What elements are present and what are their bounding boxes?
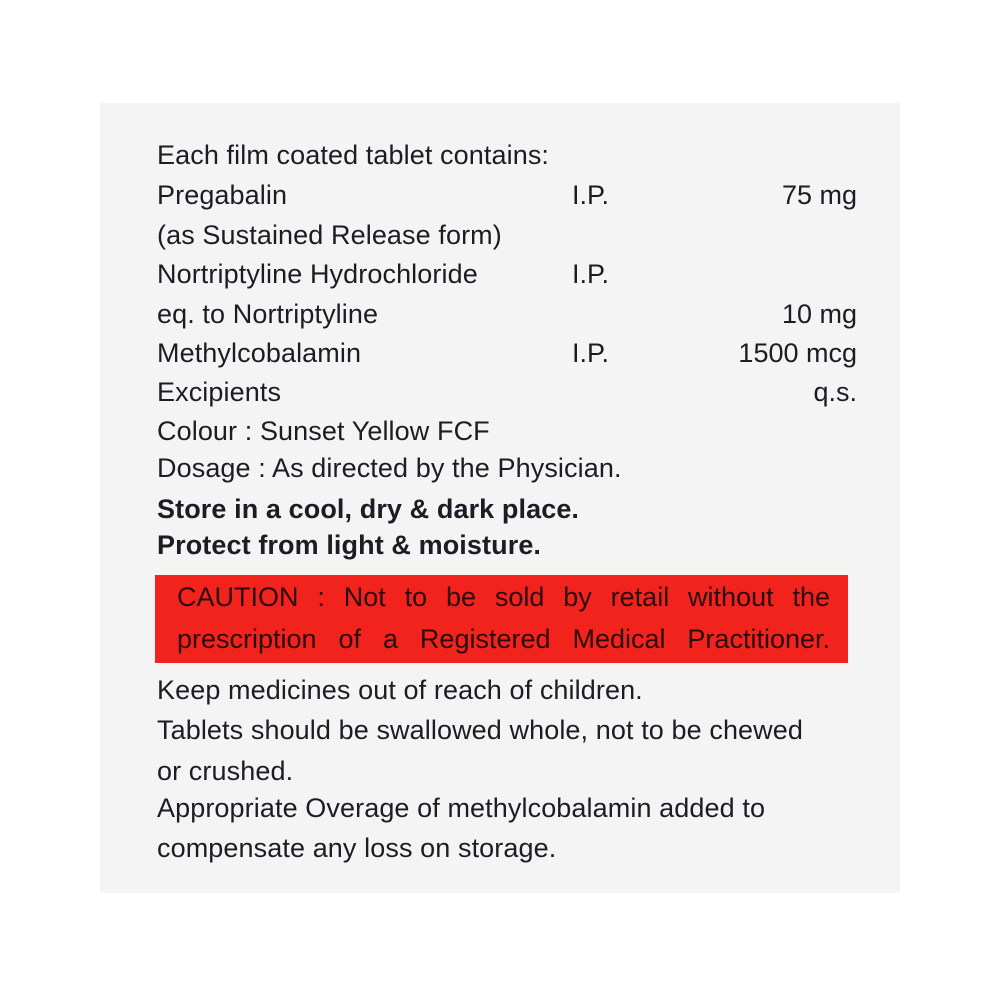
caution-box bbox=[155, 575, 848, 663]
ingredient-name: Nortriptyline Hydrochloride bbox=[157, 259, 478, 289]
ingredient-name: Excipients bbox=[157, 377, 282, 407]
dosage-statement: Dosage : As directed by the Physician. bbox=[157, 453, 622, 483]
ingredient-quantity: q.s. bbox=[813, 377, 857, 407]
note-overage-cont: compensate any loss on storage. bbox=[157, 833, 557, 863]
ingredient-standard: I.P. bbox=[572, 338, 610, 368]
ingredient-quantity: 10 mg bbox=[781, 299, 857, 329]
caution-line-2: prescription of a Registered Medical Practitioner. bbox=[177, 624, 830, 654]
ingredient-name: eq. to Nortriptyline bbox=[157, 299, 379, 329]
ingredient-name: Pregabalin bbox=[157, 180, 288, 210]
ingredient-standard: I.P. bbox=[572, 180, 610, 210]
colour-statement: Colour : Sunset Yellow FCF bbox=[157, 416, 490, 446]
ingredient-name: Methylcobalamin bbox=[157, 338, 362, 368]
note-children: Keep medicines out of reach of children. bbox=[157, 675, 643, 705]
note-swallow: Tablets should be swallowed whole, not to be chewed bbox=[157, 715, 804, 745]
ingredient-standard: I.P. bbox=[572, 259, 610, 289]
protection-instruction: Protect from light & moisture. bbox=[157, 530, 542, 560]
ingredient-quantity: 75 mg bbox=[781, 180, 857, 210]
note-swallow-cont: or crushed. bbox=[157, 756, 294, 786]
label-panel bbox=[100, 103, 900, 893]
ingredient-name: (as Sustained Release form) bbox=[157, 220, 502, 250]
ingredient-quantity: 1500 mcg bbox=[738, 338, 857, 368]
storage-instruction: Store in a cool, dry & dark place. bbox=[157, 494, 580, 524]
composition-intro: Each film coated tablet contains: bbox=[157, 140, 550, 170]
note-overage: Appropriate Overage of methylcobalamin added to bbox=[157, 793, 766, 823]
caution-line-1: CAUTION : Not to be sold by retail without the bbox=[177, 582, 830, 612]
